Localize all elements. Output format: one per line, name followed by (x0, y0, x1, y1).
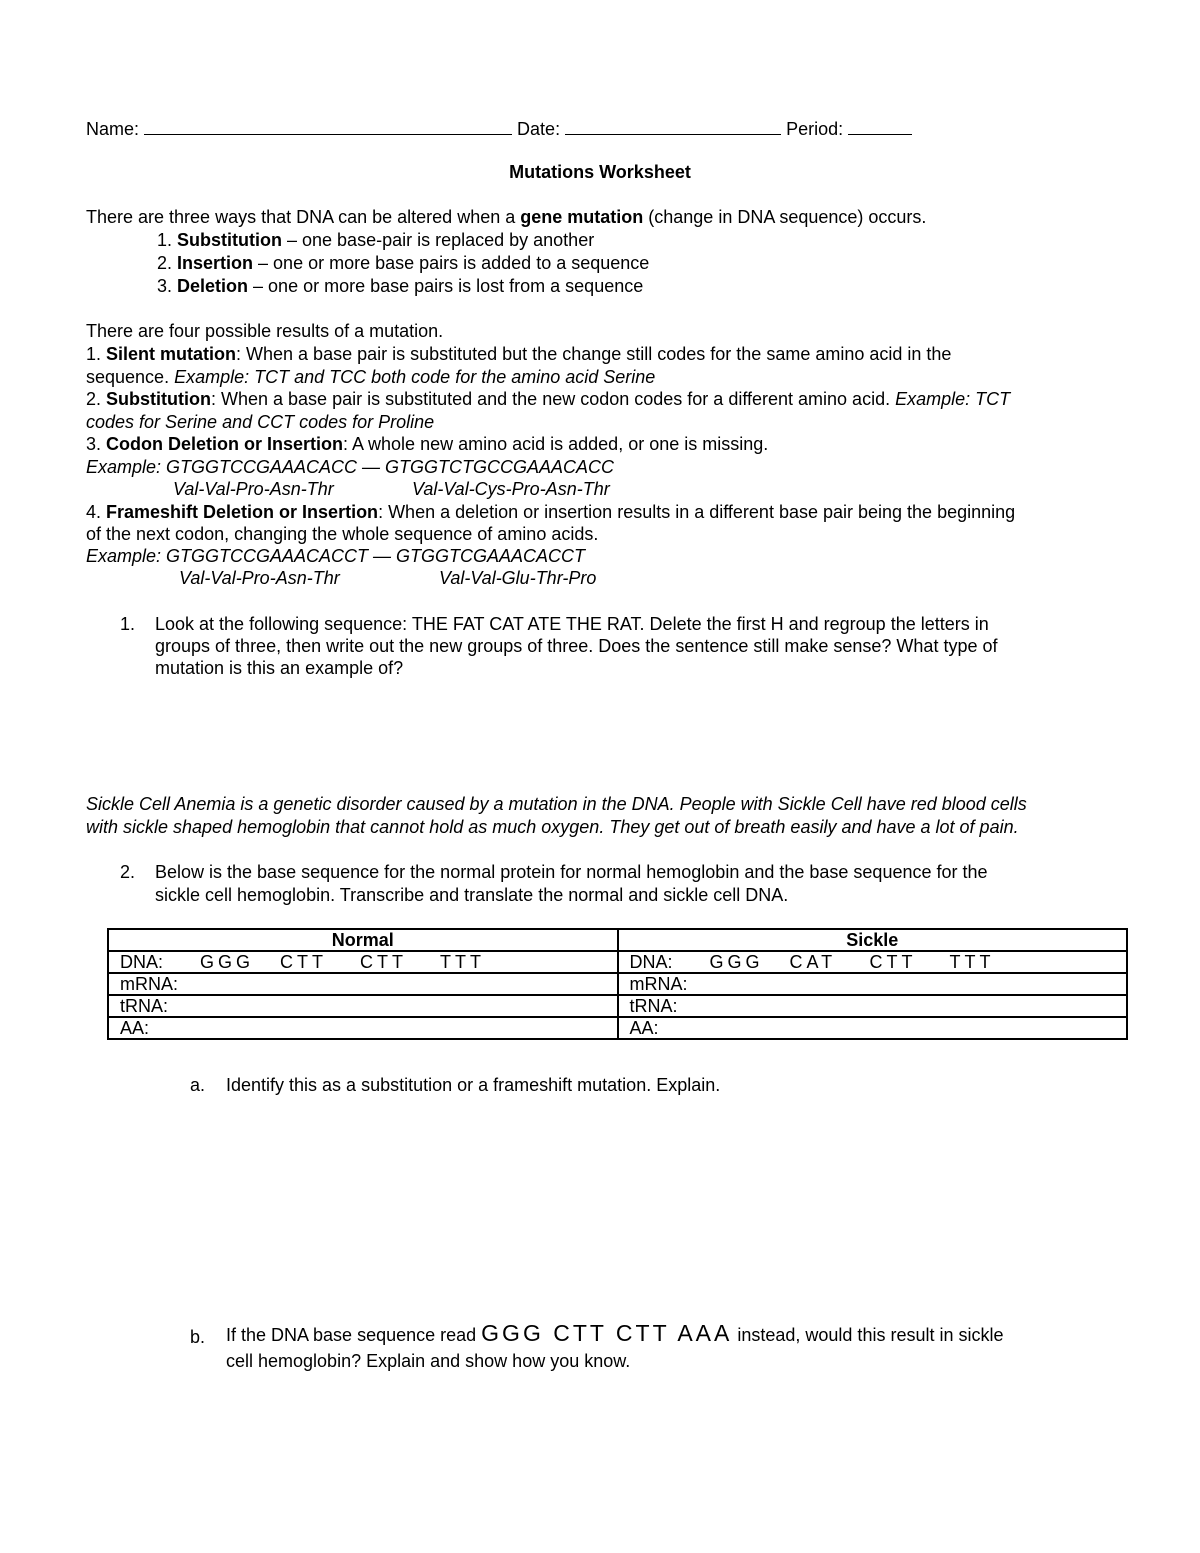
sickle-dna-cell: DNA: GGG CAT CTT TTT (618, 951, 1128, 973)
result-3-aa-original: Val-Val-Pro-Asn-Thr (173, 479, 334, 499)
result-3-aa-mutated: Val-Val-Cys-Pro-Asn-Thr (412, 479, 610, 499)
intro-bold: gene mutation (520, 207, 644, 227)
header-fields (86, 117, 912, 141)
normal-aa-cell[interactable]: AA: (108, 1017, 618, 1039)
normal-dna-cell: DNA: GGG CTT CTT TTT (108, 951, 618, 973)
results-intro: There are four possible results of a mutation. (86, 321, 444, 341)
date-blank[interactable] (565, 117, 781, 135)
question-2-number: 2. (120, 862, 136, 882)
result-4: 4. Frameshift Deletion or Insertion: When a deletion or insertion results in a different base pair being the beginning (86, 502, 1016, 522)
intro-pre: There are three ways that DNA can be altered when a (86, 207, 521, 227)
way-item: 2. Insertion – one or more base pairs is added to a sequence (157, 253, 650, 273)
question-1-line: Look at the following sequence: THE FAT CAT ATE THE RAT. Delete the first H and regroup the letters in (155, 614, 989, 634)
result-2-cont: codes for Serine and CCT codes for Proline (86, 412, 435, 432)
question-1-line: mutation is this an example of? (155, 658, 404, 678)
date-label: Date: (517, 119, 561, 139)
result-4-cont: of the next codon, changing the whole sequence of amino acids. (86, 524, 599, 544)
sickle-header: Sickle (618, 929, 1128, 951)
sickle-paragraph-line: Sickle Cell Anemia is a genetic disorder caused by a mutation in the DNA. People with Sickle Cell have red blood cells (86, 794, 1027, 814)
normal-mrna-cell[interactable]: mRNA: (108, 973, 618, 995)
normal-header: Normal (108, 929, 618, 951)
table-header-row (108, 929, 1127, 951)
period-label: Period: (786, 119, 844, 139)
name-blank[interactable] (144, 117, 512, 135)
result-2: 2. Substitution: When a base pair is substituted and the new codon codes for a different amino acid. Example: TCT (86, 389, 1011, 409)
result-1: 1. Silent mutation: When a base pair is substituted but the change still codes for the same amino acid in the (86, 344, 952, 364)
result-1-cont: sequence. Example: TCT and TCC both code for the amino acid Serine (86, 367, 656, 387)
result-4-example: Example: GTGGTCCGAAACACCT — GTGGTCGAAACACCT (86, 546, 586, 566)
sickle-aa-cell[interactable]: AA: (618, 1017, 1128, 1039)
way-item: 3. Deletion – one or more base pairs is lost from a sequence (157, 276, 644, 296)
subquestion-b-text: If the DNA base sequence read GGG CTT CTT AAA instead, would this result in sickle (226, 1320, 1004, 1346)
subquestion-b-line: cell hemoglobin? Explain and show how you know. (226, 1351, 631, 1371)
dna-table (107, 928, 1128, 1040)
subquestion-a-text: Identify this as a substitution or a frameshift mutation. Explain. (226, 1075, 721, 1095)
period-blank[interactable] (848, 117, 912, 135)
sickle-trna-cell[interactable]: tRNA: (618, 995, 1128, 1017)
table-row (108, 1017, 1127, 1039)
question-2-line: sickle cell hemoglobin. Transcribe and translate the normal and sickle cell DNA. (155, 885, 789, 905)
sequence-text: GGG CTT CTT AAA (481, 1320, 733, 1346)
name-label: Name: (86, 119, 140, 139)
question-2-line: Below is the base sequence for the normal protein for normal hemoglobin and the base sequence for the (155, 862, 988, 882)
table-row (108, 951, 1127, 973)
subquestion-a-letter: a. (190, 1075, 206, 1095)
intro-text (86, 206, 926, 229)
sickle-paragraph-line: with sickle shaped hemoglobin that cannot hold as much oxygen. They get out of breath easily and have a lot of pain. (86, 817, 1019, 837)
sickle-mrna-cell[interactable]: mRNA: (618, 973, 1128, 995)
result-3-example: Example: GTGGTCCGAAACACC — GTGGTCTGCCGAAACACC (86, 457, 615, 477)
result-4-aa-original: Val-Val-Pro-Asn-Thr (179, 568, 340, 588)
result-3: 3. Codon Deletion or Insertion: A whole new amino acid is added, or one is missing. (86, 434, 769, 454)
table-row (108, 973, 1127, 995)
question-1-number: 1. (120, 614, 136, 634)
way-item: 1. Substitution – one base-pair is replaced by another (157, 230, 595, 250)
result-4-aa-mutated: Val-Val-Glu-Thr-Pro (439, 568, 597, 588)
table-row (108, 995, 1127, 1017)
page-title: Mutations Worksheet (509, 162, 691, 182)
intro-post: (change in DNA sequence) occurs. (643, 207, 927, 227)
question-1-line: groups of three, then write out the new groups of three. Does the sentence still make sense? What type of (155, 636, 998, 656)
subquestion-b-letter: b. (190, 1327, 206, 1347)
normal-trna-cell[interactable]: tRNA: (108, 995, 618, 1017)
